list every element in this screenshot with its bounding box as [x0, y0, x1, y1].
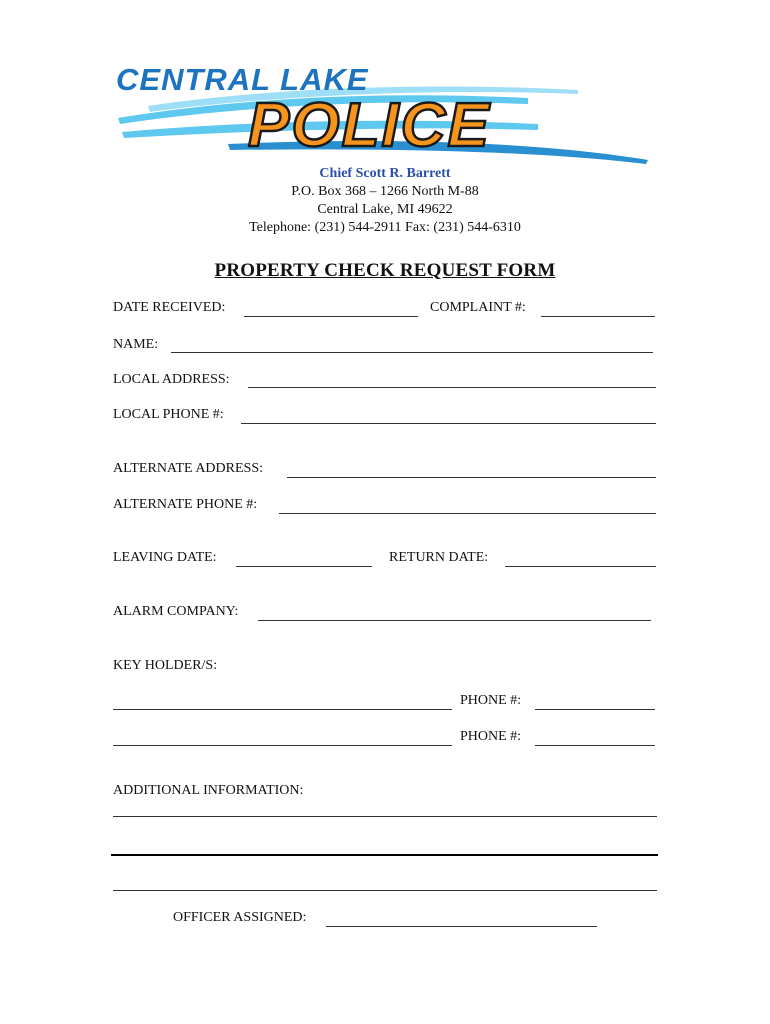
telephone-fax: Telephone: (231) 544-2911 Fax: (231) 544-6310: [249, 220, 521, 235]
additional-info-line-2[interactable]: [111, 854, 658, 856]
additional-info-label: ADDITIONAL INFORMATION:: [113, 783, 304, 798]
address-line-1: P.O. Box 368 – 1266 North M-88: [291, 184, 479, 199]
alternate-phone-field[interactable]: [279, 513, 656, 514]
local-address-label: LOCAL ADDRESS:: [113, 372, 230, 387]
date-received-field[interactable]: [244, 316, 418, 317]
complaint-label: COMPLAINT #:: [430, 300, 526, 315]
key-holder-1-field[interactable]: [113, 709, 452, 710]
leaving-date-label: LEAVING DATE:: [113, 550, 217, 565]
return-date-label: RETURN DATE:: [389, 550, 489, 565]
local-phone-field[interactable]: [241, 423, 656, 424]
logo-main-text: POLICE: [248, 91, 491, 160]
officer-assigned-field[interactable]: [326, 926, 597, 927]
complaint-field[interactable]: [541, 316, 655, 317]
key-holders-label: KEY HOLDER/S:: [113, 658, 218, 673]
key-holder-2-phone-field[interactable]: [535, 745, 655, 746]
address-line-2: Central Lake, MI 49622: [317, 202, 453, 217]
alarm-company-label: ALARM COMPANY:: [113, 604, 239, 619]
alternate-address-field[interactable]: [287, 477, 656, 478]
officer-assigned-label: OFFICER ASSIGNED:: [173, 910, 307, 925]
central-lake-police-logo: [108, 60, 653, 170]
additional-info-line-3[interactable]: [113, 890, 657, 891]
alarm-company-field[interactable]: [258, 620, 651, 621]
logo-top-text: CENTRAL LAKE: [116, 62, 369, 97]
return-date-field[interactable]: [505, 566, 656, 567]
key-holder-2-field[interactable]: [113, 745, 452, 746]
alternate-address-label: ALTERNATE ADDRESS:: [113, 461, 264, 476]
additional-info-line-1[interactable]: [113, 816, 657, 817]
date-received-label: DATE RECEIVED:: [113, 300, 226, 315]
key-holder-1-phone-label: PHONE #:: [460, 693, 522, 708]
chief-name: Chief Scott R. Barrett: [319, 166, 451, 181]
key-holder-2-phone-label: PHONE #:: [460, 729, 522, 744]
leaving-date-field[interactable]: [236, 566, 372, 567]
name-label: NAME:: [113, 337, 159, 352]
local-phone-label: LOCAL PHONE #:: [113, 407, 224, 422]
local-address-field[interactable]: [248, 387, 656, 388]
alternate-phone-label: ALTERNATE PHONE #:: [113, 497, 258, 512]
key-holder-1-phone-field[interactable]: [535, 709, 655, 710]
form-title: PROPERTY CHECK REQUEST FORM: [214, 260, 556, 281]
name-field[interactable]: [171, 352, 653, 353]
